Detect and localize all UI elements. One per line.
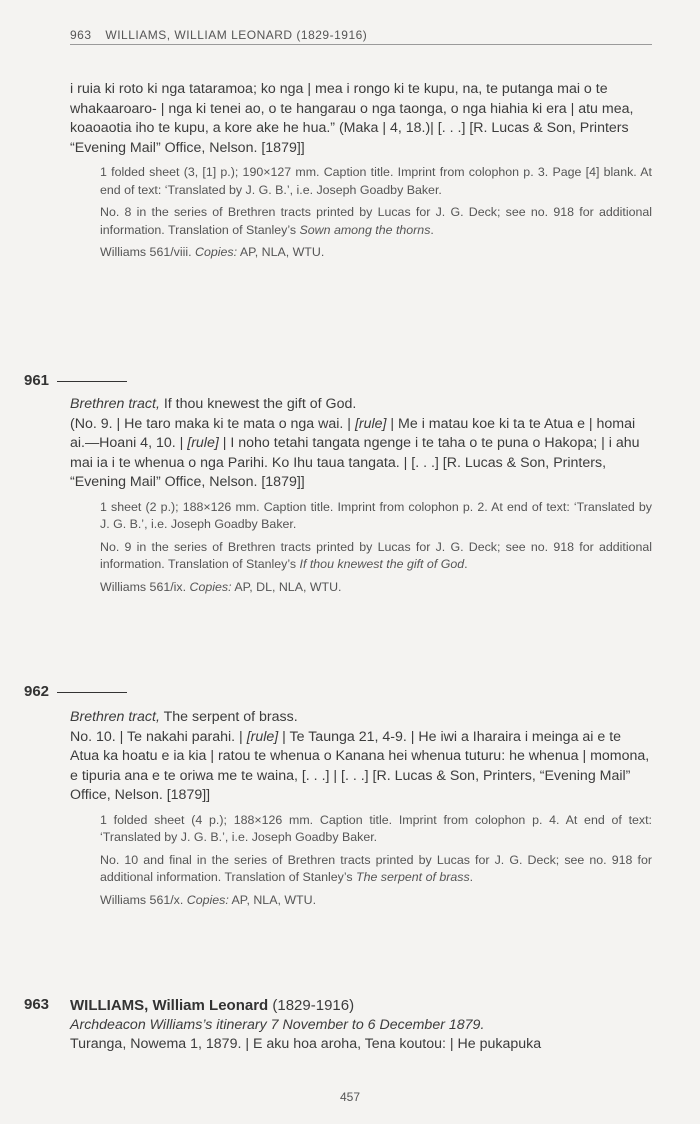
- entry-963-dates: (1829-1916): [272, 997, 355, 1014]
- entry-962-description: 1 folded sheet (4 p.); 188×126 mm. Caption title. Imprint from colophon p. 4. At end of text: ‘Translated by J. G. B.’, i.e. Joseph Goadby Baker.: [100, 812, 652, 844]
- cont-note-end: .: [430, 222, 434, 237]
- entry-961-copies-label: Copies:: [189, 579, 232, 594]
- entry-962-copies: AP, NLA, WTU.: [231, 892, 317, 907]
- entry-961-note: [100, 539, 652, 574]
- entry-961-body-a: (No. 9. | He taro maka ki te mata o nga wai. |: [70, 415, 355, 432]
- entry-962-reference: [100, 892, 652, 910]
- cont-note-title: Sown among the thorns: [299, 222, 431, 237]
- entry-963-number: 963: [24, 996, 50, 1013]
- entry-963-main: [70, 1016, 652, 1055]
- entry-961-body-b: | Me i matau koe ki ta te Atua e | homai ai.—Hoani 4, 10. |: [70, 415, 636, 451]
- running-header: [70, 28, 652, 45]
- entry-963-body: Turanga, Nowema 1, 1879. | E aku hoa aroha, Tena koutou: | He pukapuka: [70, 1036, 542, 1052]
- cont-main-text: i ruia ki roto ki nga tataramoa; ko nga | mea i rongo ki te kupu, na, te putanga mai o te whakaaroaro- | nga ki tenei ao, o te hangarau o nga taonga, o nga hiahia ki era | atu mea, koaoaotia iho te kupu, a kore ake he hua.” (Maka | 4, 18.)| [. . .] [R. Lucas & Son, Printers “Evening Mail” Office, Nelson. [1879]]: [70, 81, 634, 156]
- entry-961-note-end: .: [464, 557, 468, 571]
- cont-copies-label: Copies:: [195, 245, 238, 259]
- entry-961-body-c: | I noho tetahi tangata ngenge i te taha o te puna o Hakopa; | i ahu mai ia i te whenua o nga Parihi. Ko Ihu taua tangata. | [. . .] [R. Lucas & Son, Printers, “Evening Mail” Office, Nelson. [1879]]: [70, 435, 640, 490]
- cont-ref: Williams 561/viii.: [100, 245, 192, 259]
- entry-961-main: [70, 395, 652, 493]
- cont-note: [100, 204, 652, 239]
- cont-copies: AP, NLA, WTU.: [239, 245, 325, 259]
- entry-961-series: Brethren tract,: [70, 396, 160, 412]
- entry-962-copies-label: Copies:: [186, 892, 229, 907]
- entry-963-author: WILLIAMS, William Leonard: [70, 997, 269, 1014]
- entry-962-rule1: [rule]: [246, 728, 279, 745]
- entry-962-main: [70, 708, 652, 806]
- entry-962-note-title: The serpent of brass: [356, 870, 470, 884]
- entry-961-title: If thou knewest the gift of God.: [163, 396, 357, 412]
- entry-961-rule1: [rule]: [354, 415, 387, 432]
- header-title: WILLIAMS, WILLIAM LEONARD (1829-1916): [105, 28, 368, 42]
- cont-description: 1 folded sheet (3, [1] p.); 190×127 mm. Caption title. Imprint from colophon p. 3. Page [4] blank. At end of text: ‘Translated by J. G. B.’, i.e. Joseph Goadby Baker.: [100, 165, 652, 197]
- entry-961-number: 961: [24, 372, 50, 389]
- cont-note-text: No. 8 in the series of Brethren tracts printed by Lucas for J. G. Deck; see no. 918 for additional information. Translation of Stanley’s: [100, 205, 652, 237]
- entry-961-description: 1 sheet (2 p.); 188×126 mm. Caption title. Imprint from colophon p. 2. At end of text: ‘Translated by J. G. B.’, i.e. Joseph Goadby Baker.: [100, 499, 652, 531]
- entry-962-note-text: No. 10 and final in the series of Brethren tracts printed by Lucas for J. G. Deck; see no. 918 for additional information. Translation of Stanley’s: [100, 852, 652, 884]
- entry-962-body-a: No. 10. | Te nakahi parahi. |: [70, 728, 247, 745]
- entry-963-title: Archdeacon Williams’s itinerary 7 November to 6 December 1879.: [70, 1016, 485, 1033]
- entry-962-body-b: | Te Taunga 21, 4-9. | He iwi a Iharaira i meinga ai e te Atua ka hoatu e ia kia | ratou te whenua o Kanana hei whenua tuturu: he whenua | momona, e tipuria ana e te oriwa me te waina, [. . .] | [. . .] [R. Lucas & Son, Printers, “Evening Mail” Office, Nelson. [1879]]: [70, 728, 650, 803]
- entry-961-ref: Williams 561/ix.: [100, 579, 187, 594]
- entry-960-continuation: [70, 80, 652, 267]
- page-number: 457: [339, 1090, 361, 1104]
- entry-number: [24, 683, 127, 700]
- entry-963: [70, 996, 652, 1055]
- ditto-rule: [57, 692, 127, 693]
- cont-notes: [70, 164, 652, 262]
- entry-962-series: Brethren tract,: [70, 709, 160, 725]
- entry-962-notes: [70, 812, 652, 910]
- entry-961-reference: [100, 579, 652, 597]
- header-number: 963: [70, 28, 92, 42]
- entry-962-number: 962: [24, 683, 50, 700]
- entry-961: [70, 395, 652, 601]
- entry-961-note-text: No. 9 in the series of Brethren tracts printed by Lucas for J. G. Deck; see no. 918 for additional information. Translation of Stanley’s: [100, 539, 652, 571]
- entry-962: [70, 708, 652, 914]
- entry-961-notes: [70, 499, 652, 597]
- cont-reference: [100, 244, 652, 262]
- entry-962-ref: Williams 561/x.: [100, 892, 184, 907]
- entry-963-heading: [70, 996, 652, 1016]
- ditto-rule: [57, 381, 127, 382]
- entry-962-title: The serpent of brass.: [163, 709, 298, 725]
- entry-962-note: [100, 852, 652, 887]
- entry-961-copies: AP, DL, NLA, WTU.: [234, 579, 342, 594]
- entry-962-note-end: .: [469, 870, 474, 884]
- entry-number: [24, 372, 127, 389]
- entry-961-rule2: [rule]: [187, 435, 219, 451]
- entry-961-note-title: If thou knewest the gift of God: [299, 557, 465, 571]
